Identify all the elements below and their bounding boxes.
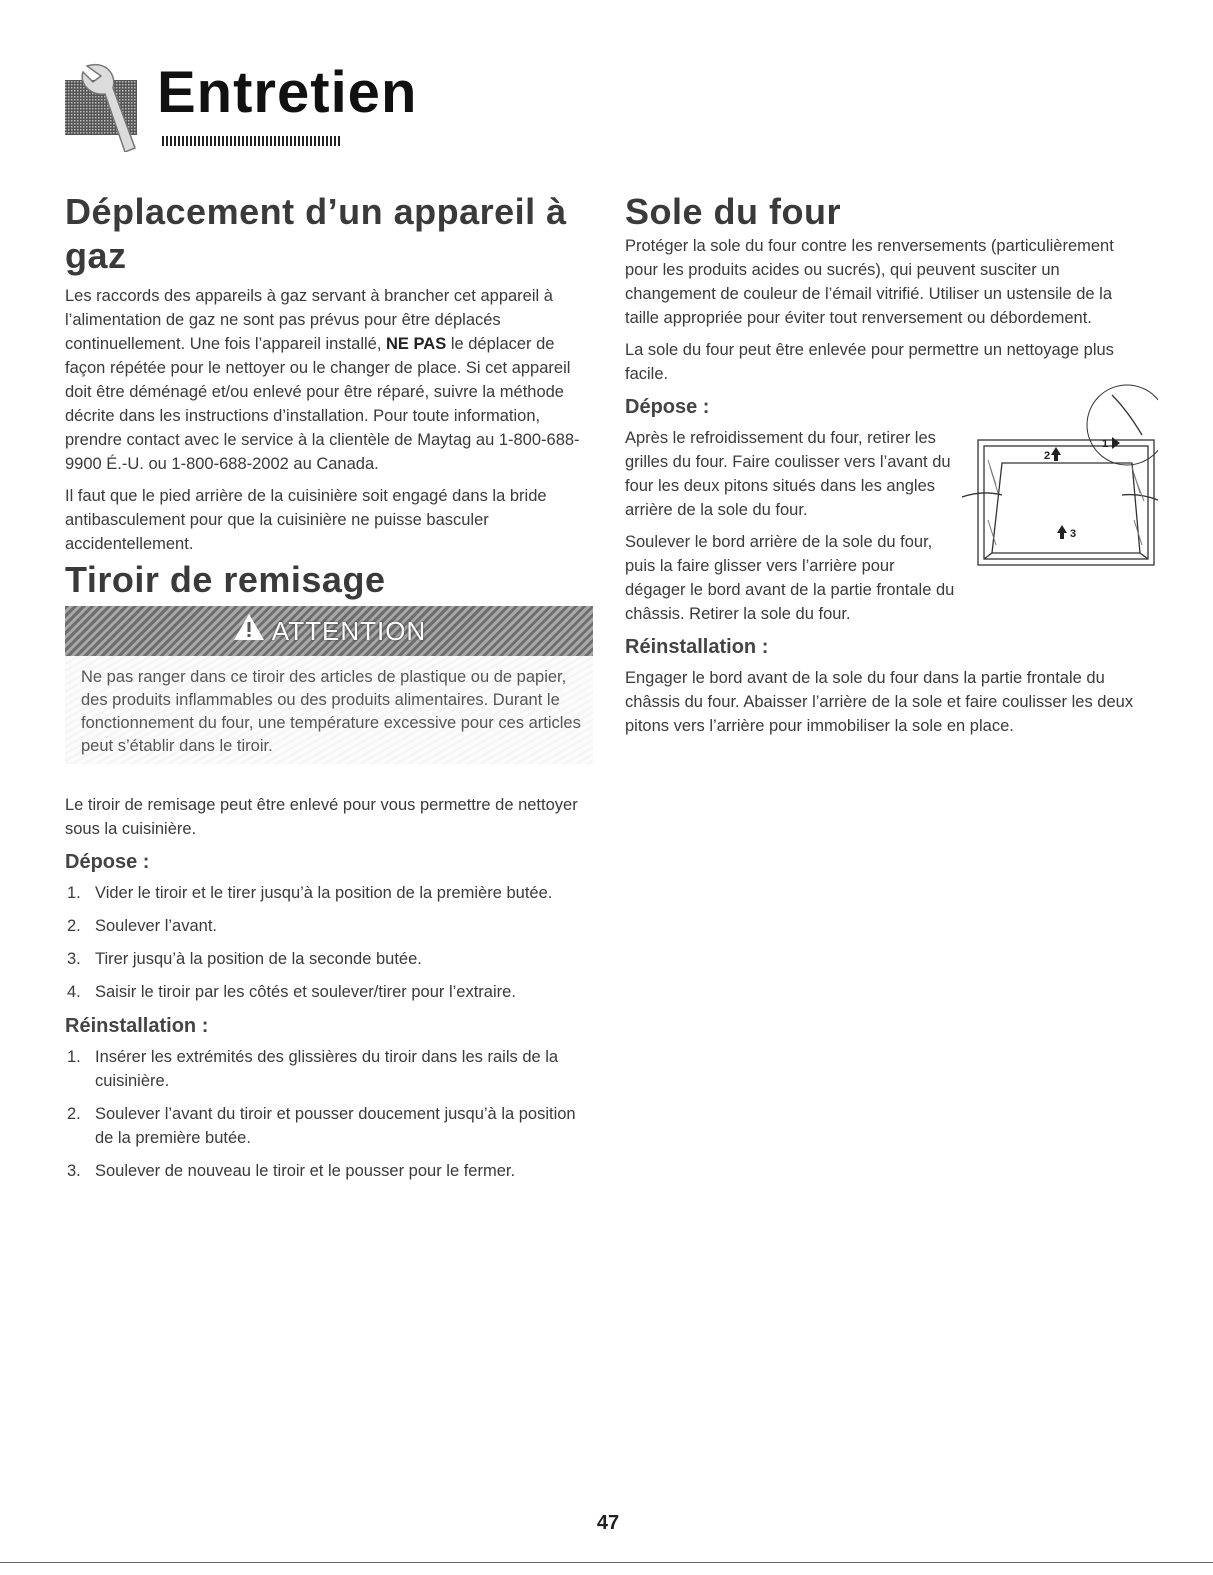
list-item: [65, 980, 585, 1004]
drawer-depose-steps: [65, 881, 585, 1004]
oven-paragraph-2: La sole du four peut être enlevée pour permettre un nettoyage plus facile.: [625, 341, 1114, 383]
step-number: 3.: [67, 1162, 81, 1180]
step-text: Soulever l’avant.: [95, 917, 217, 935]
section-heading-oven-bottom: Sole du four: [625, 191, 841, 232]
warning-box: [65, 606, 593, 764]
figure-label-1: 1: [1102, 438, 1109, 450]
step-text: Soulever de nouveau le tiroir et le pousser pour le fermer.: [95, 1162, 516, 1180]
oven-reinstall-p: Engager le bord avant de la sole du four dans la partie frontale du châssis du four. Abaisser l’arrière de la sole et faire coulisser les deux pitons vers l’arrière pour immobiliser la sole en place.: [625, 669, 1134, 735]
oven-depose-p1: Après le refroidissement du four, retirer les grilles du four. Faire coulisser vers l’avant du four les deux pitons situés dans les angles arrière de la sole du four.: [625, 429, 951, 519]
list-item: [65, 914, 585, 938]
footer-rule: [0, 1562, 1213, 1563]
list-item: [65, 1159, 585, 1183]
emphasis-ne-pas: NE PAS: [386, 335, 447, 353]
text-run: Les raccords des appareils à gaz servant à brancher cet appareil à l’alimentation de gaz ne sont pas prévus pour être déplacés continuellement. Une fois l’appareil installé,: [65, 287, 553, 353]
step-number: 2.: [67, 917, 81, 935]
text-run: le déplacer de façon répétée pour le nettoyer ou le changer de place. Si cet appareil doit être déménagé et/ou enlevé pour être réparé, suivre la méthode décrite dans les instructions d’installation. Pour toute information, prendre contact avec le service à la clientèle de Maytag au 1-800-688-9900 É.-U. ou 1-800-688-2002 au Canada.: [65, 335, 580, 473]
gas-paragraph-1: [65, 284, 585, 476]
oven-bottom-figure: [962, 375, 1158, 570]
oven-depose-p2: Soulever le bord arrière de la sole du four, puis la faire glisser vers l’arrière pour dégager le bord avant de la partie frontale du châssis. Retirer la sole du four.: [625, 533, 955, 623]
step-number: 1.: [67, 1048, 81, 1066]
warning-title: [65, 606, 593, 656]
page-number: 47: [596, 1512, 620, 1534]
step-text: Soulever l’avant du tiroir et pousser doucement jusqu’à la position de la première butée.: [95, 1105, 576, 1147]
drawer-instructions: [65, 793, 585, 1192]
warning-text: Ne pas ranger dans ce tiroir des articles de plastique ou de papier, des produits inflammables ou des produits alimentaires. Durant le fonctionnement du four, une température excessive pour ces articles peut s’établir dans le tiroir.: [81, 668, 581, 755]
oven-paragraph-1: Protéger la sole du four contre les renversements (particulièrement pour les produits acides ou sucrés), qui peuvent susciter un changement de couleur de l’émail vitrifié. Utiliser un ustensile de la taille appropriée pour éviter tout renversement ou débordement.: [625, 237, 1114, 327]
section-heading-gas: Déplacement d’un appareil à gaz: [65, 191, 567, 276]
warning-triangle-icon: [232, 608, 266, 658]
page-title: Entretien: [157, 60, 418, 125]
step-number: 4.: [67, 983, 81, 1001]
oven-depose-heading: Dépose :: [625, 396, 710, 418]
drawer-depose-heading: Dépose :: [65, 851, 150, 873]
gas-paragraph-2: Il faut que le pied arrière de la cuisinière soit engagé dans la bride antibasculement pour que la cuisinière ne puisse basculer accidentellement.: [65, 487, 547, 553]
step-number: 2.: [67, 1105, 81, 1123]
storage-drawer-heading-wrap: [65, 558, 585, 602]
left-column: [65, 190, 585, 564]
list-item: [65, 881, 585, 905]
figure-label-3: 3: [1070, 528, 1077, 540]
step-text: Insérer les extrémités des glissières du tiroir dans les rails de la cuisinière.: [95, 1048, 559, 1090]
warning-title-text: ATTENTION: [271, 616, 427, 646]
step-text: Saisir le tiroir par les côtés et soulever/tirer pour l’extraire.: [95, 983, 516, 1001]
step-number: 1.: [67, 884, 81, 902]
step-text: Vider le tiroir et le tirer jusqu’à la position de la première butée.: [95, 884, 553, 902]
figure-label-2: 2: [1044, 450, 1051, 462]
title-underline: [162, 136, 342, 146]
drawer-intro: Le tiroir de remisage peut être enlevé pour vous permettre de nettoyer sous la cuisinière.: [65, 796, 578, 838]
oven-reinstall-heading: Réinstallation :: [625, 636, 769, 658]
step-text: Tirer jusqu’à la position de la seconde butée.: [95, 950, 422, 968]
list-item: [65, 1045, 585, 1093]
drawer-reinstall-steps: [65, 1045, 585, 1183]
step-number: 3.: [67, 950, 81, 968]
drawer-reinstall-heading: Réinstallation :: [65, 1015, 209, 1037]
section-heading-drawer: Tiroir de remisage: [65, 559, 386, 600]
list-item: [65, 947, 585, 971]
list-item: [65, 1102, 585, 1150]
wrench-icon: [65, 60, 145, 152]
